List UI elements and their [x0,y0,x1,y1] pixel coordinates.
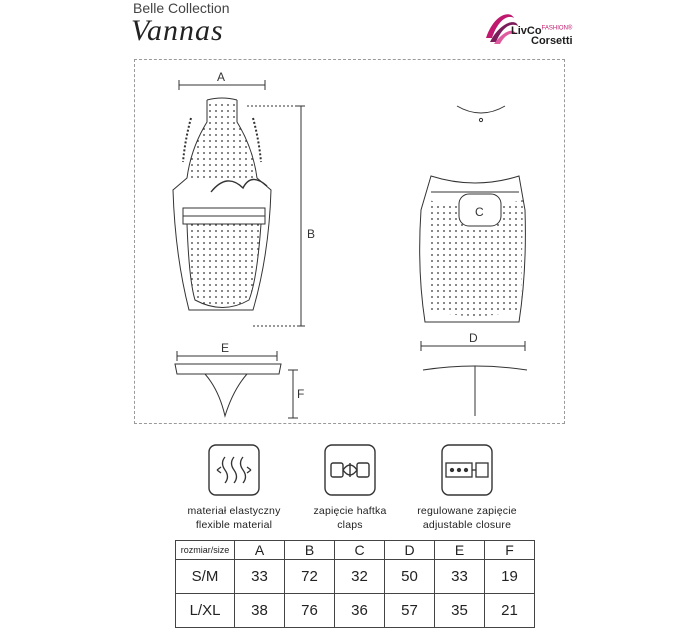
feature-label-pl: zapięcie haftka [313,505,387,517]
table-row [176,594,535,628]
feature-adjustable-closure [402,441,532,532]
feature-flexible-material [169,441,299,532]
table-cell: 32 [335,560,385,594]
dimension-label-e: E [221,341,230,355]
table-cell: 72 [285,560,335,594]
table-cell: 35 [435,594,485,628]
logo-text-corsetti: Corsetti [531,35,573,47]
table-cell: 33 [235,560,285,594]
product-name: Vannas [131,14,224,47]
flexible-material-icon [205,441,263,499]
feature-label-en: claps [337,519,363,531]
feature-label-en: adjustable closure [422,519,512,531]
table-cell: 19 [485,560,535,594]
table-cell: 33 [435,560,485,594]
garment-diagram [135,60,566,425]
size-table-header [176,541,535,560]
dimension-label-f: F [297,387,305,401]
collection-name: Belle Collection [133,0,230,16]
dimension-label-b: B [307,227,316,241]
column-header-d: D [385,541,435,560]
table-cell: 57 [385,594,435,628]
claps-icon [321,441,379,499]
feature-label-en: flexible material [195,519,273,531]
column-header-c: C [335,541,385,560]
table-cell: 36 [335,594,385,628]
table-cell: 21 [485,594,535,628]
column-header-e: E [435,541,485,560]
technical-drawing-frame [134,59,565,424]
table-cell: 76 [285,594,335,628]
size-name: S/M [176,560,235,594]
table-cell: 38 [235,594,285,628]
size-name: L/XL [176,594,235,628]
size-table-corner: rozmiar/size [176,541,235,560]
feature-label-pl: regulowane zapięcie [417,505,517,517]
dimension-label-a: A [217,70,226,84]
feature-claps [285,441,415,532]
dimension-label-c: C [475,205,484,219]
size-table [175,540,535,628]
column-header-a: A [235,541,285,560]
adjustable-closure-icon [438,441,496,499]
column-header-f: F [485,541,535,560]
table-cell: 50 [385,560,435,594]
dimension-label-d: D [469,331,478,345]
feature-label-pl: materiał elastyczny [187,505,281,517]
column-header-b: B [285,541,335,560]
table-row [176,560,535,594]
logo-text-livco: LivCo$^{FASHION®}$ [511,25,573,37]
